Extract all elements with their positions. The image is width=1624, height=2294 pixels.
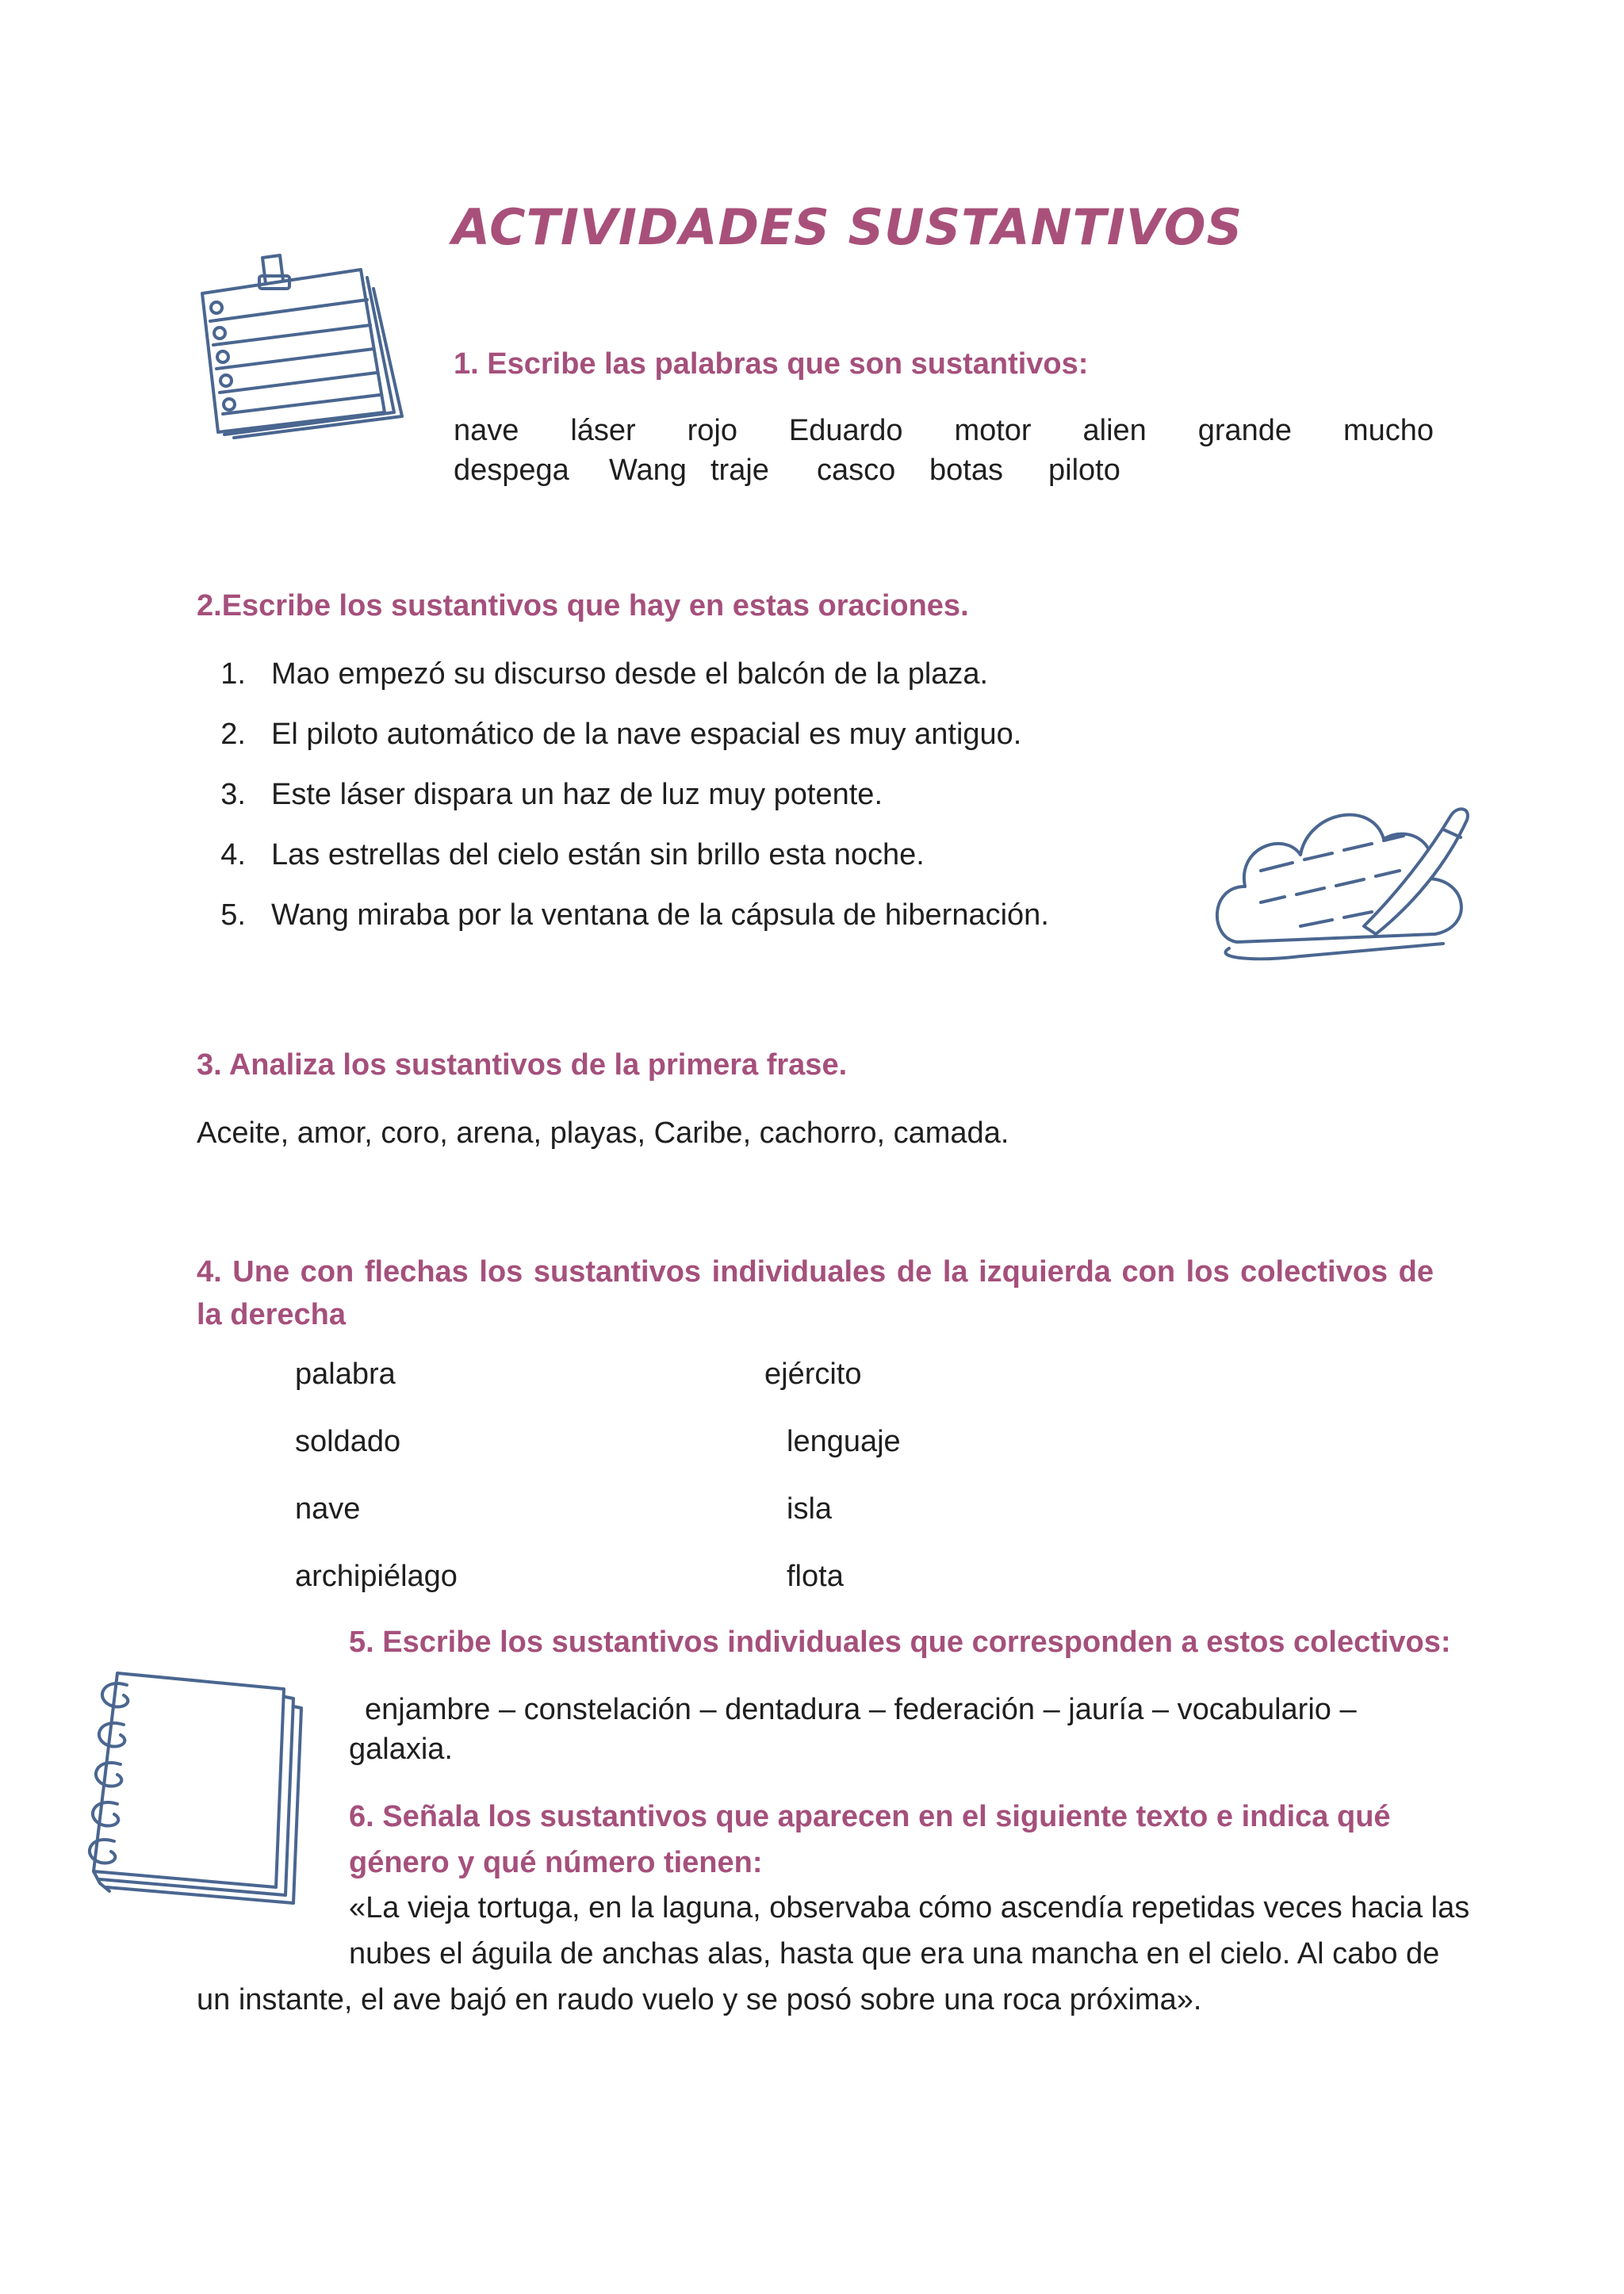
word: botas	[929, 454, 1003, 487]
exercise-6-heading-line-2: género y qué número tienen:	[349, 1846, 763, 1879]
word: casco	[817, 454, 896, 487]
right-word: isla	[787, 1492, 833, 1526]
list-item: 2. El piloto automático de la nave espacial es muy antiguo.	[220, 717, 1022, 751]
left-word: nave	[295, 1492, 361, 1526]
left-word: soldado	[295, 1425, 401, 1458]
exercise-2-heading: 2.Escribe los sustantivos que hay en estas oraciones.	[197, 589, 969, 622]
word: láser	[570, 414, 636, 447]
cloud-pencil-icon	[1205, 768, 1499, 966]
word: Eduardo	[788, 414, 903, 447]
list-item: 3. Este láser dispara un haz de luz muy potente.	[220, 777, 883, 811]
list-item: 5. Wang miraba por la ventana de la cápsula de hibernación.	[220, 898, 1049, 932]
word: traje	[710, 454, 769, 487]
exercise-1-words-row-1	[454, 414, 1434, 448]
word: alien	[1082, 414, 1147, 447]
word: mucho	[1342, 414, 1434, 447]
word: despega	[454, 454, 569, 487]
exercise-5-heading: 5. Escribe los sustantivos individuales que corresponden a estos colectivos:	[349, 1626, 1451, 1659]
left-word: palabra	[295, 1358, 396, 1391]
right-word: ejército	[764, 1358, 862, 1391]
exercise-5-line-1: enjambre – constelación – dentadura – federación – jauría – vocabulario –	[365, 1693, 1357, 1726]
exercise-1-heading: 1. Escribe las palabras que son sustantivos:	[454, 347, 1089, 381]
list-item: 1. Mao empezó su discurso desde el balcón de la plaza.	[220, 657, 989, 691]
exercise-4-heading: 4. Une con flechas los sustantivos individuales de la izquierda con los colectivos de la derecha	[197, 1255, 1434, 1331]
left-word: archipiélago	[295, 1560, 458, 1593]
word: nave	[454, 414, 519, 447]
spiral-notebook-icon	[78, 1649, 316, 1911]
exercise-3-heading: 3. Analiza los sustantivos de la primera frase.	[197, 1048, 848, 1082]
exercise-6-text-line-3: un instante, el ave bajó en raudo vuelo y se posó sobre una roca próxima».	[197, 1983, 1202, 2016]
exercise-5-line-2: galaxia.	[349, 1733, 453, 1766]
word: Wang	[609, 454, 687, 487]
right-word: flota	[787, 1560, 844, 1593]
exercise-6-text-line-2: nubes el águila de anchas alas, hasta que era una mancha en el cielo. Al cabo de	[349, 1937, 1440, 1970]
word: piloto	[1048, 454, 1120, 487]
word: motor	[954, 414, 1032, 447]
exercise-6-heading-line-1: 6. Señala los sustantivos que aparecen en el siguiente texto e indica qué	[349, 1800, 1391, 1833]
page-title: ACTIVIDADES SUSTANTIVOS	[452, 198, 1243, 256]
word: grande	[1197, 414, 1293, 447]
exercise-2-sentence-list	[198, 644, 1049, 945]
right-word: lenguaje	[787, 1425, 901, 1458]
exercise-3-text: Aceite, amor, coro, arena, playas, Caribe, cachorro, camada.	[197, 1116, 1009, 1150]
notepad-clip-icon	[186, 254, 416, 436]
exercise-6-text-line-1: «La vieja tortuga, en la laguna, observaba cómo ascendía repetidas veces hacia las	[349, 1891, 1470, 1924]
list-item: 4. Las estrellas del cielo están sin brillo esta noche.	[220, 837, 925, 871]
word: rojo	[687, 414, 737, 447]
